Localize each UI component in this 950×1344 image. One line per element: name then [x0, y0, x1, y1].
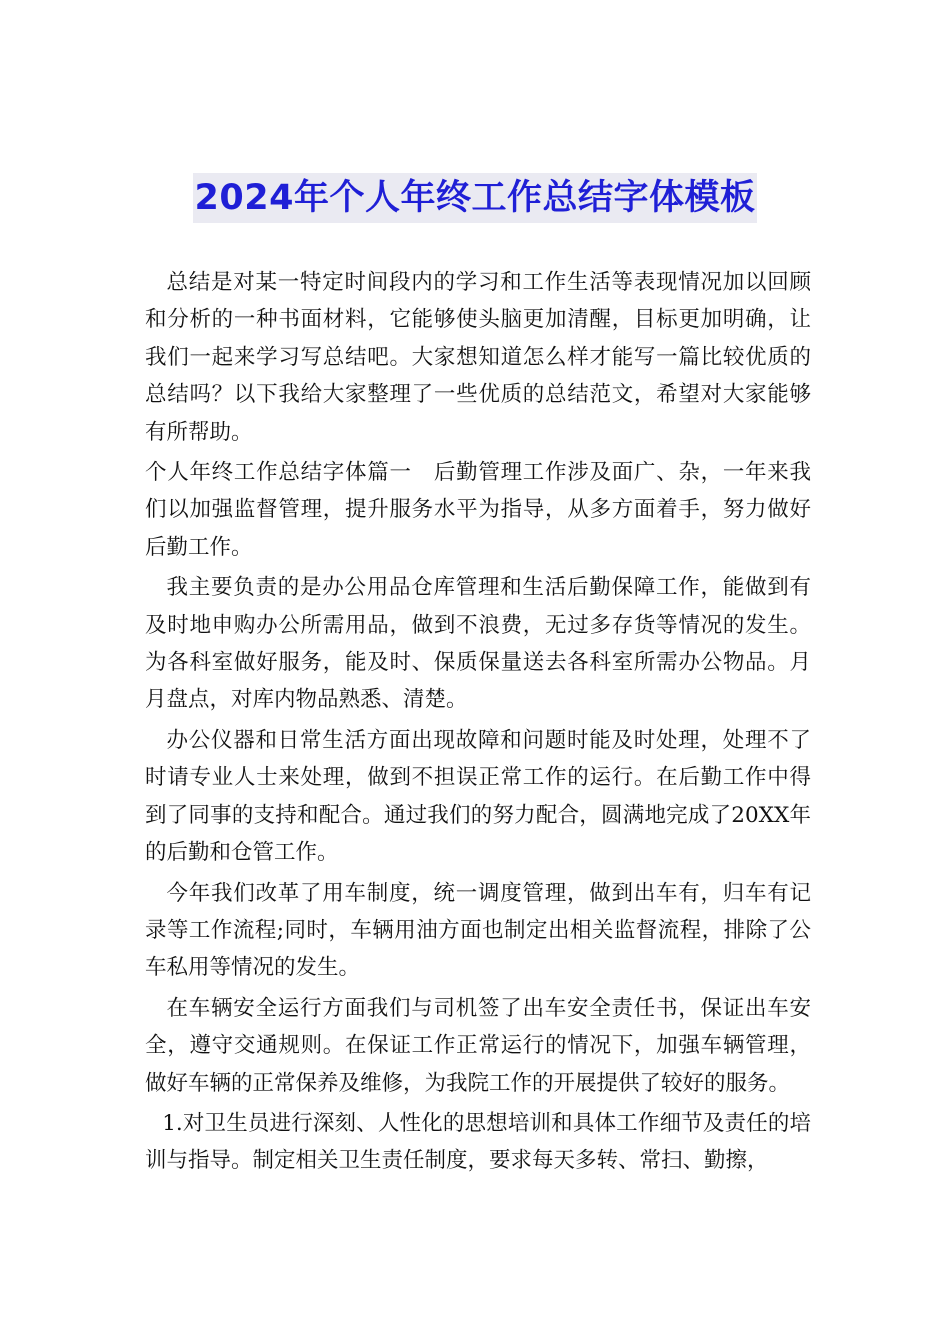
document-title: 2024年个人年终工作总结字体模板 — [193, 173, 758, 223]
paragraph-equipment: 办公仪器和日常生活方面出现故障和问题时能及时处理，处理不了时请专业人士来处理，做到不担误正常工作的运行。在后勤工作中得到了同事的支持和配合。通过我们的努力配合，圆满地完成了20XX年的后勤和仓管工作。 — [145, 727, 811, 866]
paragraph-section-heading: 个人年终工作总结字体篇一 后勤管理工作涉及面广、杂，一年来我们以加强监督管理，提升服务水平为指导，从多方面着手，努力做好后勤工作。 — [145, 460, 811, 560]
title-container — [0, 173, 950, 223]
paragraph-hygiene-training: 1.对卫生员进行深刻、人性化的思想培训和具体工作细节及责任的培训与指导。制定相关卫生责任制度，要求每天多转、常扫、勤擦， — [145, 1110, 811, 1174]
document-body — [145, 264, 811, 1183]
paragraph-office-supplies: 我主要负责的是办公用品仓库管理和生活后勤保障工作，能做到有及时地申购办公所需用品，做到不浪费，无过多存货等情况的发生。为各科室做好服务，能及时、保质保量送去各科室所需办公物品。月月盘点，对库内物品熟悉、清楚。 — [145, 575, 811, 713]
paragraph-vehicle-system: 今年我们改革了用车制度，统一调度管理，做到出车有，归车有记录等工作流程;同时，车辆用油方面也制定出相关监督流程，排除了公车私用等情况的发生。 — [145, 880, 811, 981]
paragraph-intro: 总结是对某一特定时间段内的学习和工作生活等表现情况加以回顾和分析的一种书面材料，它能够使头脑更加清醒，目标更加明确，让我们一起来学习写总结吧。大家想知道怎么样才能写一篇比较优质的总结吗？以下我给大家整理了一些优质的总结范文，希望对大家能够有所帮助。 — [145, 270, 811, 445]
paragraph-vehicle-safety: 在车辆安全运行方面我们与司机签了出车安全责任书，保证出车安全，遵守交通规则。在保证工作正常运行的情况下，加强车辆管理，做好车辆的正常保养及维修，为我院工作的开展提供了较好的服务。 — [145, 995, 811, 1096]
